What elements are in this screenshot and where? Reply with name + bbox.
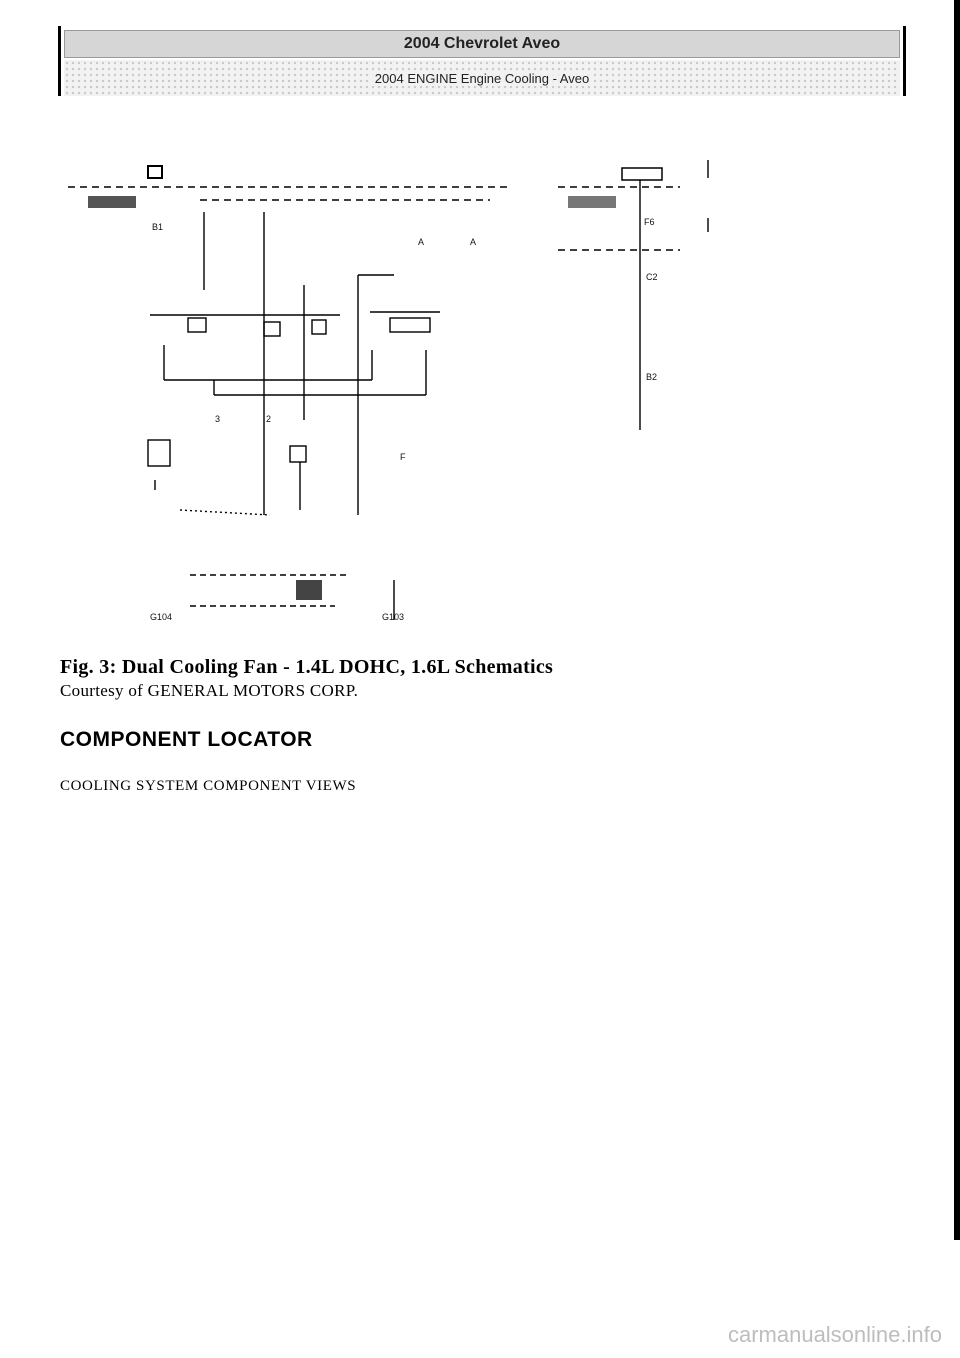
watermark: carmanualsonline.info	[727, 1322, 942, 1347]
figure-caption	[60, 656, 553, 701]
relay-coil-2	[264, 322, 280, 336]
relay-coil-1	[188, 318, 206, 332]
svg-text:2: 2	[266, 414, 272, 424]
svg-text:B2: B2	[646, 372, 658, 382]
svg-text:C2: C2	[646, 272, 658, 282]
page-right-border	[954, 0, 960, 1240]
svg-text:G104: G104	[150, 612, 173, 622]
svg-text:A: A	[470, 237, 477, 247]
fan-motor-1	[148, 440, 170, 466]
svg-text:F: F	[400, 452, 406, 462]
document-title-bar	[64, 30, 900, 58]
svg-text:F6: F6	[644, 217, 655, 227]
svg-text:A: A	[418, 237, 425, 247]
header-right-rule	[903, 26, 906, 96]
section-subheading: COOLING SYSTEM COMPONENT VIEWS	[60, 778, 357, 794]
fan-motor-2	[290, 446, 306, 462]
wiring-schematic-diagram	[60, 150, 760, 640]
svg-text:3: 3	[215, 414, 221, 424]
document-title: 2004 Chevrolet Aveo	[403, 35, 561, 52]
figure-title: Fig. 3: Dual Cooling Fan - 1.4L DOHC, 1.6L Schematics	[60, 656, 554, 678]
relay-coil-4	[390, 318, 430, 332]
relay-box-icon	[622, 168, 662, 180]
relay-coil-3	[312, 320, 326, 334]
fuse-block-icon	[148, 166, 162, 178]
svg-text:G103: G103	[382, 612, 405, 622]
header-left-rule	[58, 26, 61, 96]
document-subtitle-bar	[64, 60, 900, 96]
figure-courtesy: Courtesy of GENERAL MOTORS CORP.	[60, 681, 359, 700]
document-subtitle: 2004 ENGINE Engine Cooling - Aveo	[371, 71, 593, 86]
svg-text:B1: B1	[152, 222, 164, 232]
section-heading: COMPONENT LOCATOR	[60, 728, 313, 751]
